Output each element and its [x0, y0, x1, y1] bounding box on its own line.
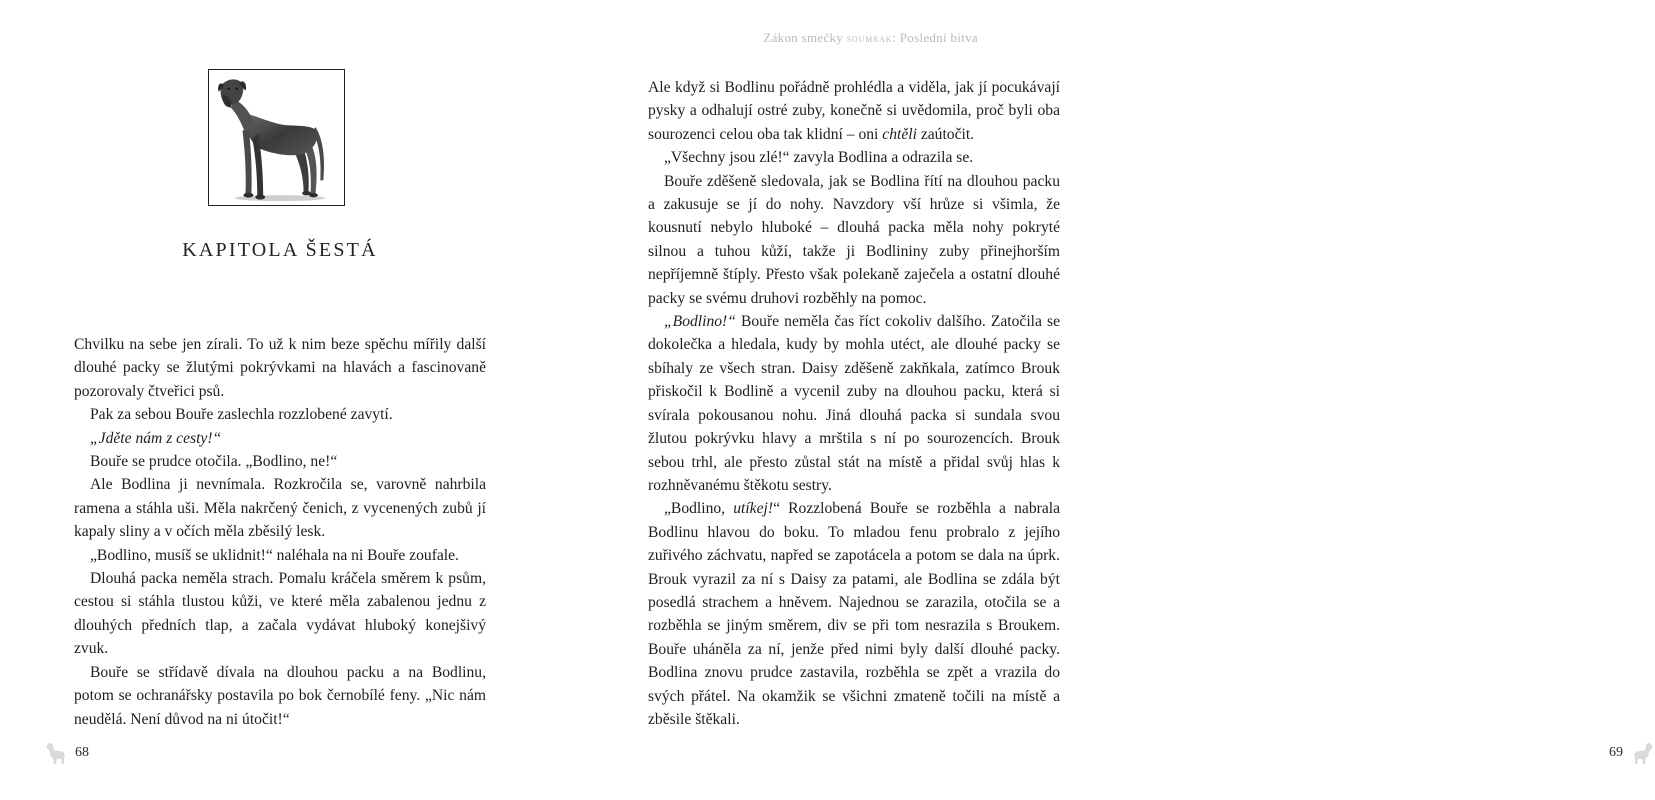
italic-text: „Bodlino!“ [664, 313, 736, 331]
paragraph: „Bodlino, musíš se uklidnit!“ naléhala na ni Bouře zoufale. [90, 546, 459, 564]
text-run: “ Rozzlobená Bouře se rozběhla a nabrala Bodlinu hlavou do boku. To mladou fenu probralo z jejího zuřivého záchvatu, napřed se zapotácela a potom se dala na úprk. Brouk vyrazil za ní s Daisy za patami, ale Bodlina se zdála být posedlá strachem a hněvem. Najednou se zarazila, otočila se a rozběhla se jiným směrem, div se při tom nesrazila s Broukem. Bouře uháněla za ní, jenže před nimi byly další dlouhé packy. Bodlina znovu prudce zastavila, rozběhla se zpět a vrazila do svých přátel. Na okamžik se všichni zmateně točili na místě a zběsile štěkali. [648, 500, 1060, 728]
running-head-text: Zákon smečky [763, 30, 847, 45]
italic-text: chtěli [882, 125, 917, 143]
paragraph [648, 76, 1060, 146]
page-number: 69 [1609, 745, 1623, 760]
paragraph: Bouře se prudce otočila. „Bodlino, ne!“ [90, 453, 338, 471]
paragraph: Dlouhá packa neměla strach. Pomalu kráčela směrem k psům, cestou si stáhla tlustou kůži, ve které měla zabalenou jednu z dlouhých předních tlap, a začala vydávat hluboký konejšivý zvuk. [74, 570, 486, 658]
italic-text: „Jděte nám z cesty!“ [90, 429, 222, 447]
text-run: Bouře neměla čas říct cokoliv dalšího. Zatočila se dokolečka a hledala, kudy by mohla utéct, ale dlouhé packy se sbíhaly ze všech stran. Daisy zděšeně zakňkala, zatímco Brouk přiskočil k Bodlině a vycenil zuby na dlouhou packu, která si svírala pokousanou nohu. Jiná dlouhá packa si sundala svou žlutou pokrývku hlavy a mrštila s ní po sourozencích. Brouk sebou trhl, ale přesto zůstal stát na místě a přidal svůj hlas k rozhněvanému štěkotu sestry. [648, 313, 1060, 494]
paragraph: „Všechny jsou zlé!“ zavyla Bodlina a odrazila se. [664, 149, 974, 167]
paragraph: Chvilku na sebe jen zírali. To už k nim beze spěchu mířily další dlouhé packy se žlutými pokrývkami na hlavách a fascinovaně pozorovaly čtveřici psů. [74, 336, 486, 400]
running-head-subtitle: : Poslední bitva [892, 30, 978, 45]
page-number: 68 [75, 745, 89, 760]
paragraph [648, 310, 1060, 497]
italic-text: utíkej! [733, 500, 774, 518]
dog-silhouette-icon [1631, 740, 1655, 766]
paragraph: Bouře se střídavě dívala na dlouhou packu a na Bodlinu, potom se ochranářsky postavila po bok černobílé feny. „Nic nám neudělá. Není důvod na ni útočit!“ [74, 663, 486, 728]
right-page-text [648, 76, 1060, 731]
text-run: Ale když si Bodlinu pořádně prohlédla a viděla, jak jí pocukávají pysky a odhalují ostré zuby, konečně si uvědomila, proč byli oba sourozenci celou oba tak klidní – oni [648, 79, 1060, 143]
running-head-series: soumrak [846, 31, 893, 45]
running-head [763, 30, 978, 46]
paragraph [648, 497, 1060, 731]
dog-silhouette-icon [44, 740, 68, 766]
paragraph: Ale Bodlina ji nevnímala. Rozkročila se, varovně nahrbila ramena a stáhla uši. Měla nakrčený čenich, z vycenených zubů jí kapaly sliny a v očích měla zběsilý lesk. [74, 476, 486, 541]
dog-illustration [208, 69, 345, 206]
text-run: „Bodlino, [664, 500, 734, 518]
left-page [0, 0, 566, 800]
left-page-text [74, 333, 486, 731]
paragraph: Bouře zděšeně sledovala, jak se Bodlina řítí na dlouhou packu a zakusuje se jí do nohy. Navzdory vší hrůze si všimla, že kousnutí nebylo hluboké – dlouhá packa měla nohy pokryté silnou a tuhou kůží, takže ji Bodlininy zuby přinejhorším nepříjemně štíply. Přesto však polekaně zaječela a ostatní dlouhé packy se svému druhovi rozběhly na pomoc. [648, 172, 1060, 307]
chapter-title: KAPITOLA ŠESTÁ [182, 239, 378, 261]
text-run: zaútočit. [916, 125, 975, 143]
paragraph: Pak za sebou Bouře zaslechla rozzlobené zavytí. [90, 406, 393, 424]
paragraph [74, 427, 486, 450]
